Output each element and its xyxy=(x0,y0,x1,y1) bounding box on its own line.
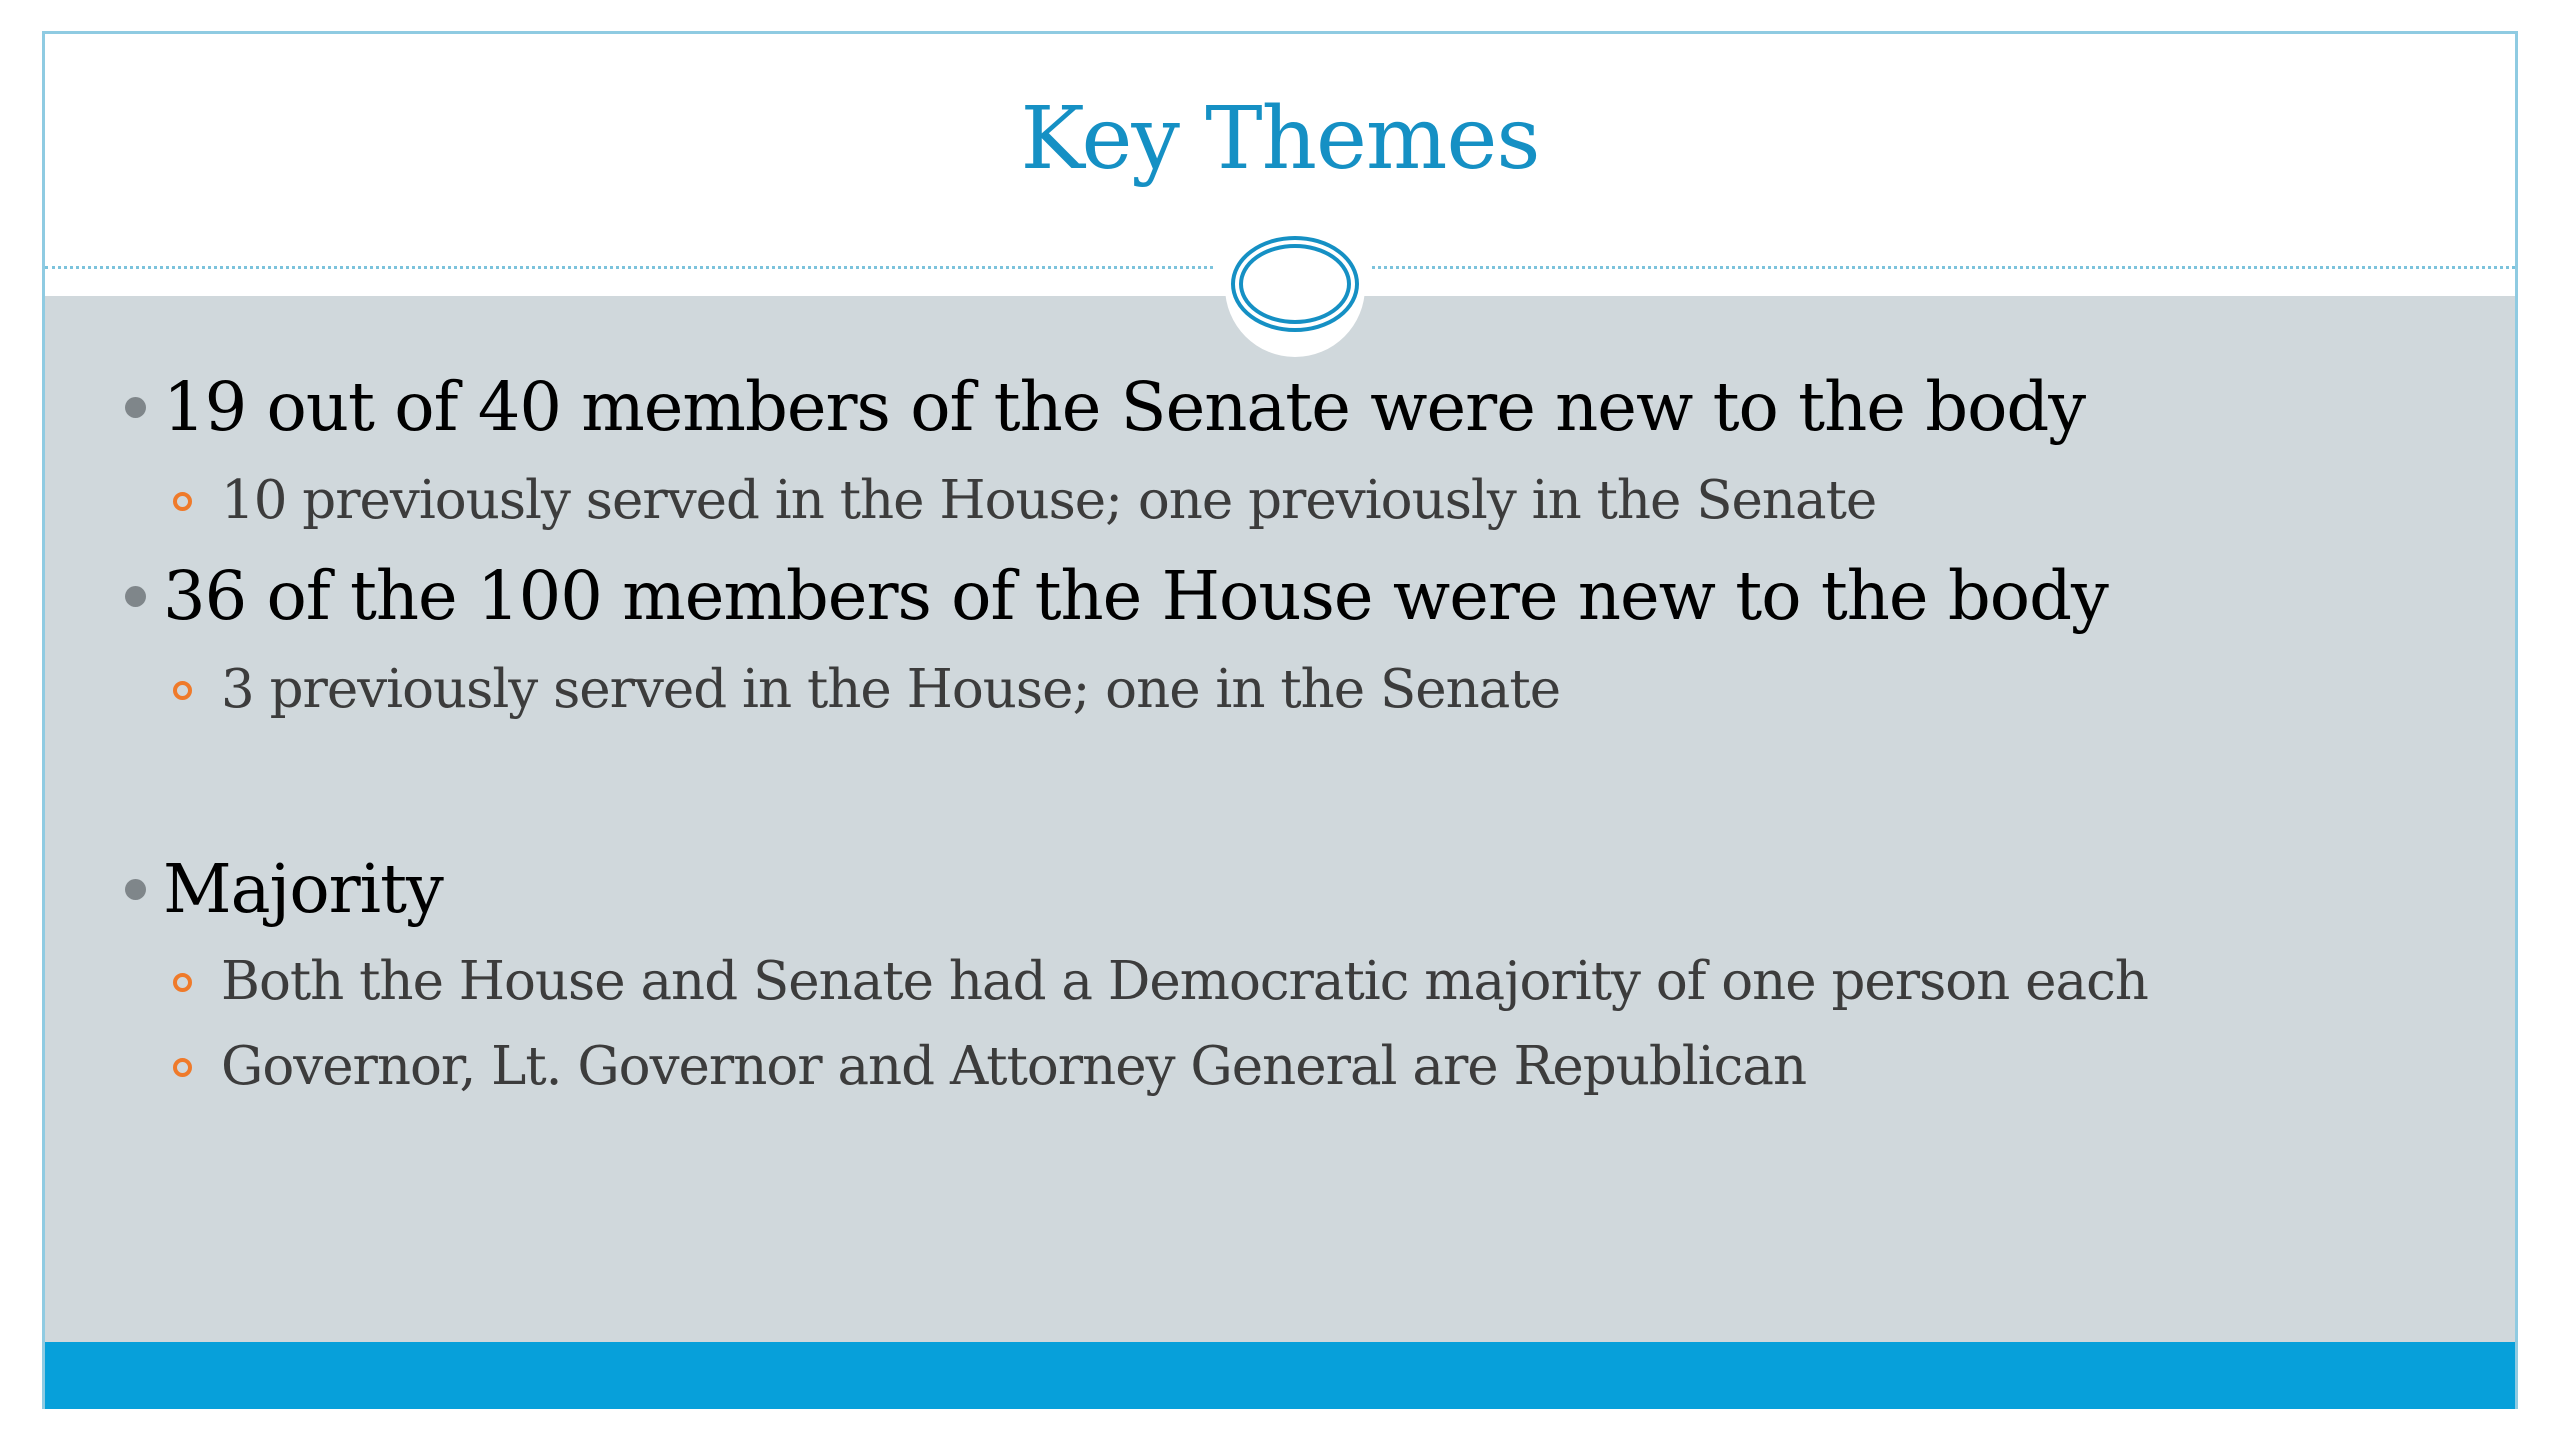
bullet-senate-new-members xyxy=(163,368,2086,446)
subbullet-text: Both the House and Senate had a Democratic majority of one person each xyxy=(221,951,2148,1012)
subbullet-text: 10 previously served in the House; one previously in the Senate xyxy=(221,470,1877,531)
bullet-dot-icon xyxy=(125,397,146,418)
bullet-text: Majority xyxy=(163,850,443,928)
subbullet-house-prior-service xyxy=(221,659,1561,720)
bullet-text: 36 of the 100 members of the House were new to the body xyxy=(163,557,2108,635)
bullet-dot-icon xyxy=(125,879,146,900)
bullet-house-new-members xyxy=(163,557,2108,635)
slide-title: Key Themes xyxy=(1020,89,1540,189)
subbullet-text: 3 previously served in the House; one in the Senate xyxy=(221,659,1561,720)
bullet-dot-icon xyxy=(125,586,146,607)
slide xyxy=(42,31,2518,1409)
bullet-list xyxy=(45,34,2515,1409)
subbullet-text: Governor, Lt. Governor and Attorney General are Republican xyxy=(221,1036,1807,1097)
footer-band xyxy=(45,1342,2515,1409)
subbullet-legislative-majority xyxy=(221,951,2148,1012)
bullet-text: 19 out of 40 members of the Senate were new to the body xyxy=(163,368,2086,446)
bullet-ring-icon xyxy=(173,1058,192,1077)
subbullet-senate-prior-service xyxy=(221,470,1877,531)
subbullet-executive-officers xyxy=(221,1036,1807,1097)
bullet-ring-icon xyxy=(173,681,192,700)
bullet-ring-icon xyxy=(173,973,192,992)
bullet-ring-icon xyxy=(173,492,192,511)
bullet-majority xyxy=(163,850,443,928)
